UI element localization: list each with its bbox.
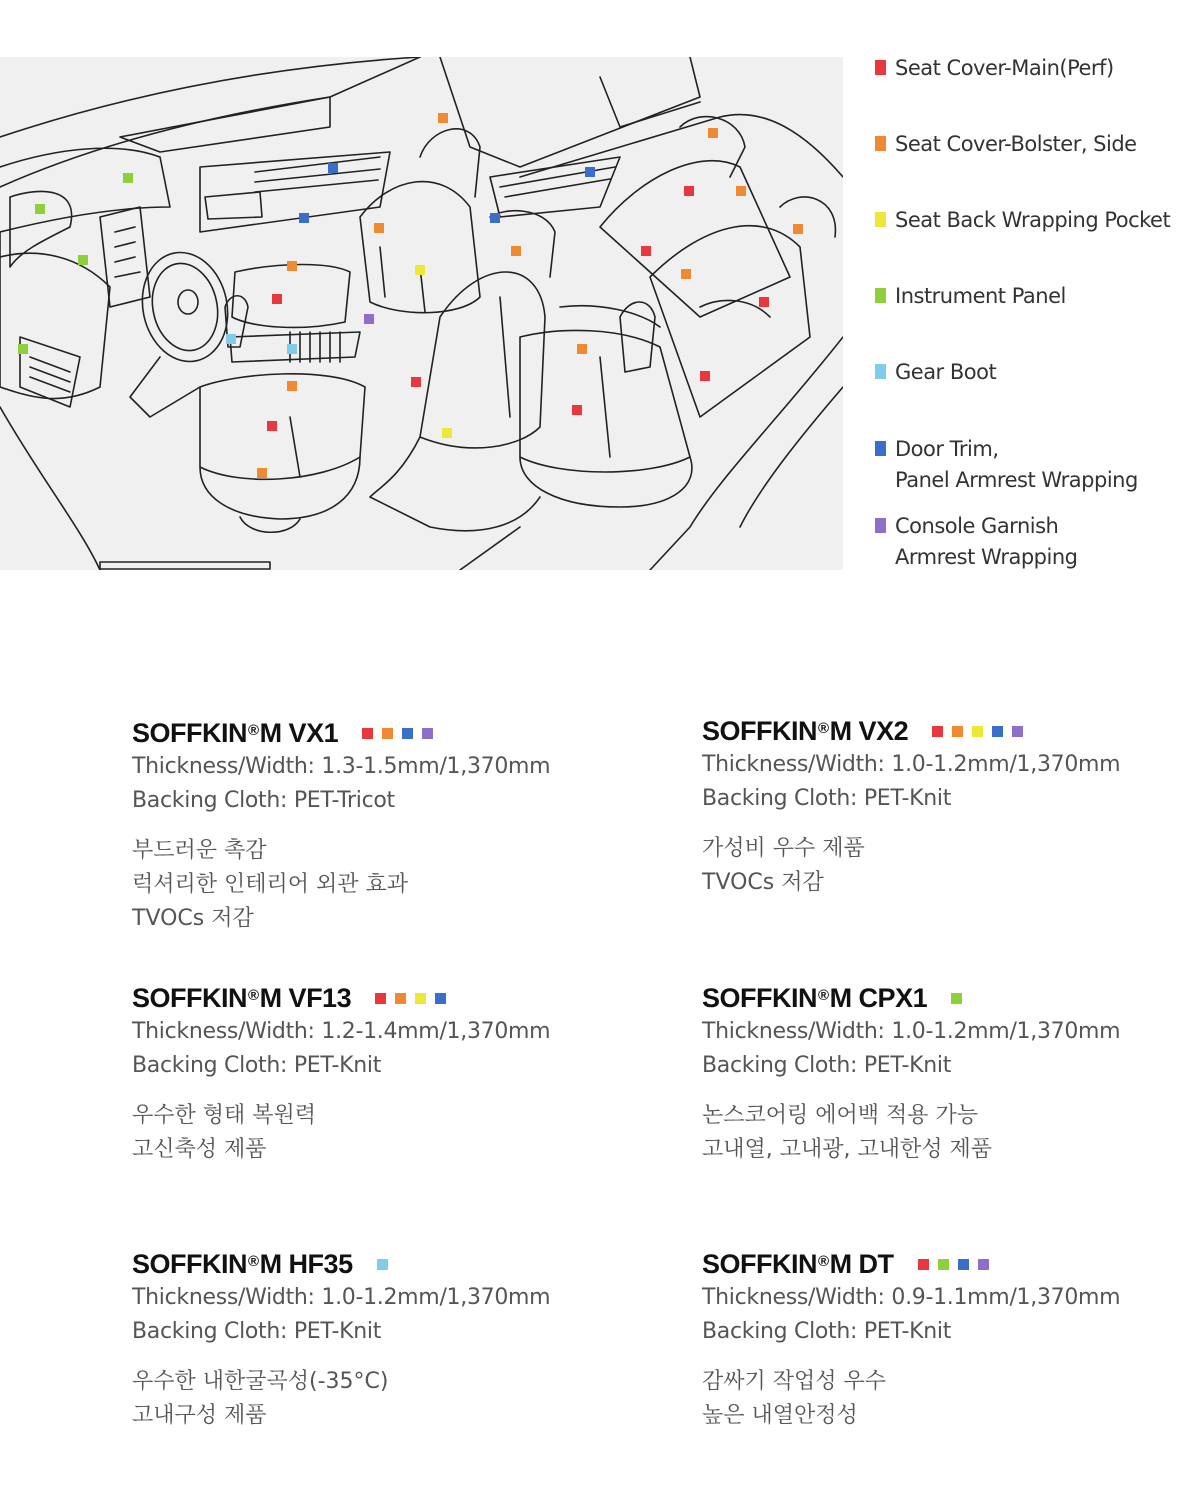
product-brand: SOFFKIN [702, 983, 817, 1013]
product-brand: SOFFKIN [132, 1249, 247, 1279]
diagram-marker [700, 371, 710, 381]
diagram-marker [374, 223, 384, 233]
color-swatch [918, 1259, 929, 1270]
legend-label [895, 53, 1114, 84]
product-thickness: Thickness/Width: 1.0-1.2mm/1,370mm [702, 752, 1121, 777]
product-backing: Backing Cloth: PET-Knit [702, 786, 952, 811]
description-line: 높은 내열안정성 [702, 1403, 858, 1428]
product-color-swatches [377, 1259, 388, 1270]
product-name [702, 1247, 1200, 1281]
product-brand: SOFFKIN [132, 718, 247, 748]
diagram-marker [123, 173, 133, 183]
product-description [132, 834, 652, 936]
diagram-marker [572, 405, 582, 415]
product-color-swatches [362, 728, 433, 739]
color-swatch [932, 726, 943, 737]
product-color-swatches [951, 993, 962, 1004]
product-thickness: Thickness/Width: 1.0-1.2mm/1,370mm [702, 1019, 1121, 1044]
registered-mark: ® [818, 720, 829, 737]
product-color-swatches [932, 726, 1023, 737]
product-model: M VX1 [259, 718, 339, 748]
diagram-marker [708, 128, 718, 138]
product-card [702, 1247, 1200, 1433]
legend-label [895, 434, 1138, 496]
product-model: M HF35 [259, 1249, 353, 1279]
diagram-marker [18, 344, 28, 354]
diagram-marker [272, 294, 282, 304]
diagram-marker [287, 381, 297, 391]
product-backing: Backing Cloth: PET-Knit [132, 1319, 382, 1344]
diagram-marker [759, 297, 769, 307]
diagram-marker [411, 377, 421, 387]
legend-swatch [875, 288, 886, 303]
legend-label-line: Instrument Panel [895, 284, 1066, 308]
color-swatch [402, 728, 413, 739]
car-interior-diagram [0, 57, 843, 570]
product-model: M VX2 [829, 716, 909, 746]
product-card [132, 981, 652, 1167]
product-description [702, 1099, 1200, 1167]
product-card [132, 1247, 652, 1433]
diagram-marker [793, 224, 803, 234]
legend-swatch [875, 212, 886, 227]
diagram-marker [577, 344, 587, 354]
description-line: 가성비 우수 제품 [702, 836, 865, 861]
color-swatch [382, 728, 393, 739]
registered-mark: ® [818, 1253, 829, 1270]
color-swatch [992, 726, 1003, 737]
product-description [132, 1099, 652, 1167]
color-swatch [362, 728, 373, 739]
description-line: 감싸기 작업성 우수 [702, 1369, 887, 1394]
legend-swatch [875, 441, 886, 456]
product-description [132, 1365, 652, 1433]
product-card [132, 716, 652, 936]
product-description [702, 832, 1200, 900]
diagram-marker [267, 421, 277, 431]
product-brand: SOFFKIN [132, 983, 247, 1013]
legend-swatch [875, 518, 886, 533]
legend-label [895, 357, 996, 388]
color-swatch [938, 1259, 949, 1270]
diagram-marker [736, 186, 746, 196]
registered-mark: ® [248, 722, 259, 739]
description-line: 럭셔리한 인테리어 외관 효과 [132, 872, 409, 897]
diagram-marker [641, 246, 651, 256]
color-swatch [377, 1259, 388, 1270]
product-brand: SOFFKIN [702, 1249, 817, 1279]
legend-label [895, 129, 1137, 160]
product-thickness: Thickness/Width: 0.9-1.1mm/1,370mm [702, 1285, 1121, 1310]
legend-label-line: Gear Boot [895, 360, 997, 384]
description-line: 우수한 내한굴곡성(-35°C) [132, 1369, 389, 1394]
color-swatch [972, 726, 983, 737]
legend-label-line: Console Garnish [895, 514, 1059, 538]
diagram-marker [287, 344, 297, 354]
registered-mark: ® [818, 987, 829, 1004]
product-model: M CPX1 [829, 983, 928, 1013]
color-swatch [375, 993, 386, 1004]
product-name [702, 981, 1200, 1015]
registered-mark: ® [248, 1253, 259, 1270]
diagram-marker [684, 186, 694, 196]
diagram-marker [681, 269, 691, 279]
product-thickness: Thickness/Width: 1.3-1.5mm/1,370mm [132, 754, 551, 779]
diagram-marker [226, 334, 236, 344]
product-model: M DT [829, 1249, 894, 1279]
diagram-marker [585, 167, 595, 177]
diagram-marker [78, 255, 88, 265]
legend-label [895, 205, 1170, 236]
product-backing: Backing Cloth: PET-Tricot [132, 788, 395, 813]
description-line: 고내구성 제품 [132, 1403, 267, 1428]
product-name [702, 714, 1200, 748]
legend-label-line: Seat Cover-Bolster, Side [895, 132, 1137, 156]
legend-swatch [875, 60, 886, 75]
product-backing: Backing Cloth: PET-Knit [702, 1319, 952, 1344]
product-name [132, 981, 652, 1015]
legend-label-line: Door Trim, [895, 437, 999, 461]
registered-mark: ® [248, 987, 259, 1004]
legend-swatch [875, 364, 886, 379]
legend-label-line: Panel Armrest Wrapping [895, 468, 1138, 492]
color-swatch [422, 728, 433, 739]
description-line: 부드러운 촉감 [132, 838, 267, 863]
diagram-marker [287, 261, 297, 271]
product-brand: SOFFKIN [702, 716, 817, 746]
diagram-marker [299, 213, 309, 223]
product-description [702, 1365, 1200, 1433]
product-color-swatches [375, 993, 446, 1004]
product-card [702, 981, 1200, 1167]
description-line: 논스코어링 에어백 적용 가능 [702, 1103, 979, 1128]
diagram-marker [364, 314, 374, 324]
legend-label [895, 511, 1078, 573]
color-swatch [435, 993, 446, 1004]
product-thickness: Thickness/Width: 1.2-1.4mm/1,370mm [132, 1019, 551, 1044]
diagram-marker [442, 428, 452, 438]
product-name [132, 1247, 652, 1281]
product-model: M VF13 [259, 983, 352, 1013]
product-thickness: Thickness/Width: 1.0-1.2mm/1,370mm [132, 1285, 551, 1310]
diagram-marker [490, 213, 500, 223]
legend-label-line: Armrest Wrapping [895, 545, 1078, 569]
color-swatch [395, 993, 406, 1004]
description-line: 우수한 형태 복원력 [132, 1103, 317, 1128]
product-color-swatches [918, 1259, 989, 1270]
diagram-marker [415, 265, 425, 275]
description-line: 고내열, 고내광, 고내한성 제품 [702, 1137, 992, 1162]
product-name [132, 716, 652, 750]
diagram-marker [511, 246, 521, 256]
color-swatch [958, 1259, 969, 1270]
product-backing: Backing Cloth: PET-Knit [702, 1053, 952, 1078]
diagram-marker [35, 204, 45, 214]
color-swatch [415, 993, 426, 1004]
product-card [702, 714, 1200, 900]
diagram-marker [438, 113, 448, 123]
color-swatch [952, 726, 963, 737]
color-swatch [1012, 726, 1023, 737]
color-swatch [978, 1259, 989, 1270]
legend-swatch [875, 136, 886, 151]
diagram-marker [257, 468, 267, 478]
color-swatch [951, 993, 962, 1004]
description-line: 고신축성 제품 [132, 1137, 267, 1162]
diagram-marker [328, 163, 338, 173]
description-line: TVOCs 저감 [132, 906, 254, 931]
product-backing: Backing Cloth: PET-Knit [132, 1053, 382, 1078]
legend-label [895, 281, 1066, 312]
description-line: TVOCs 저감 [702, 870, 824, 895]
legend-label-line: Seat Back Wrapping Pocket [895, 208, 1171, 232]
legend-label-line: Seat Cover-Main(Perf) [895, 56, 1114, 80]
